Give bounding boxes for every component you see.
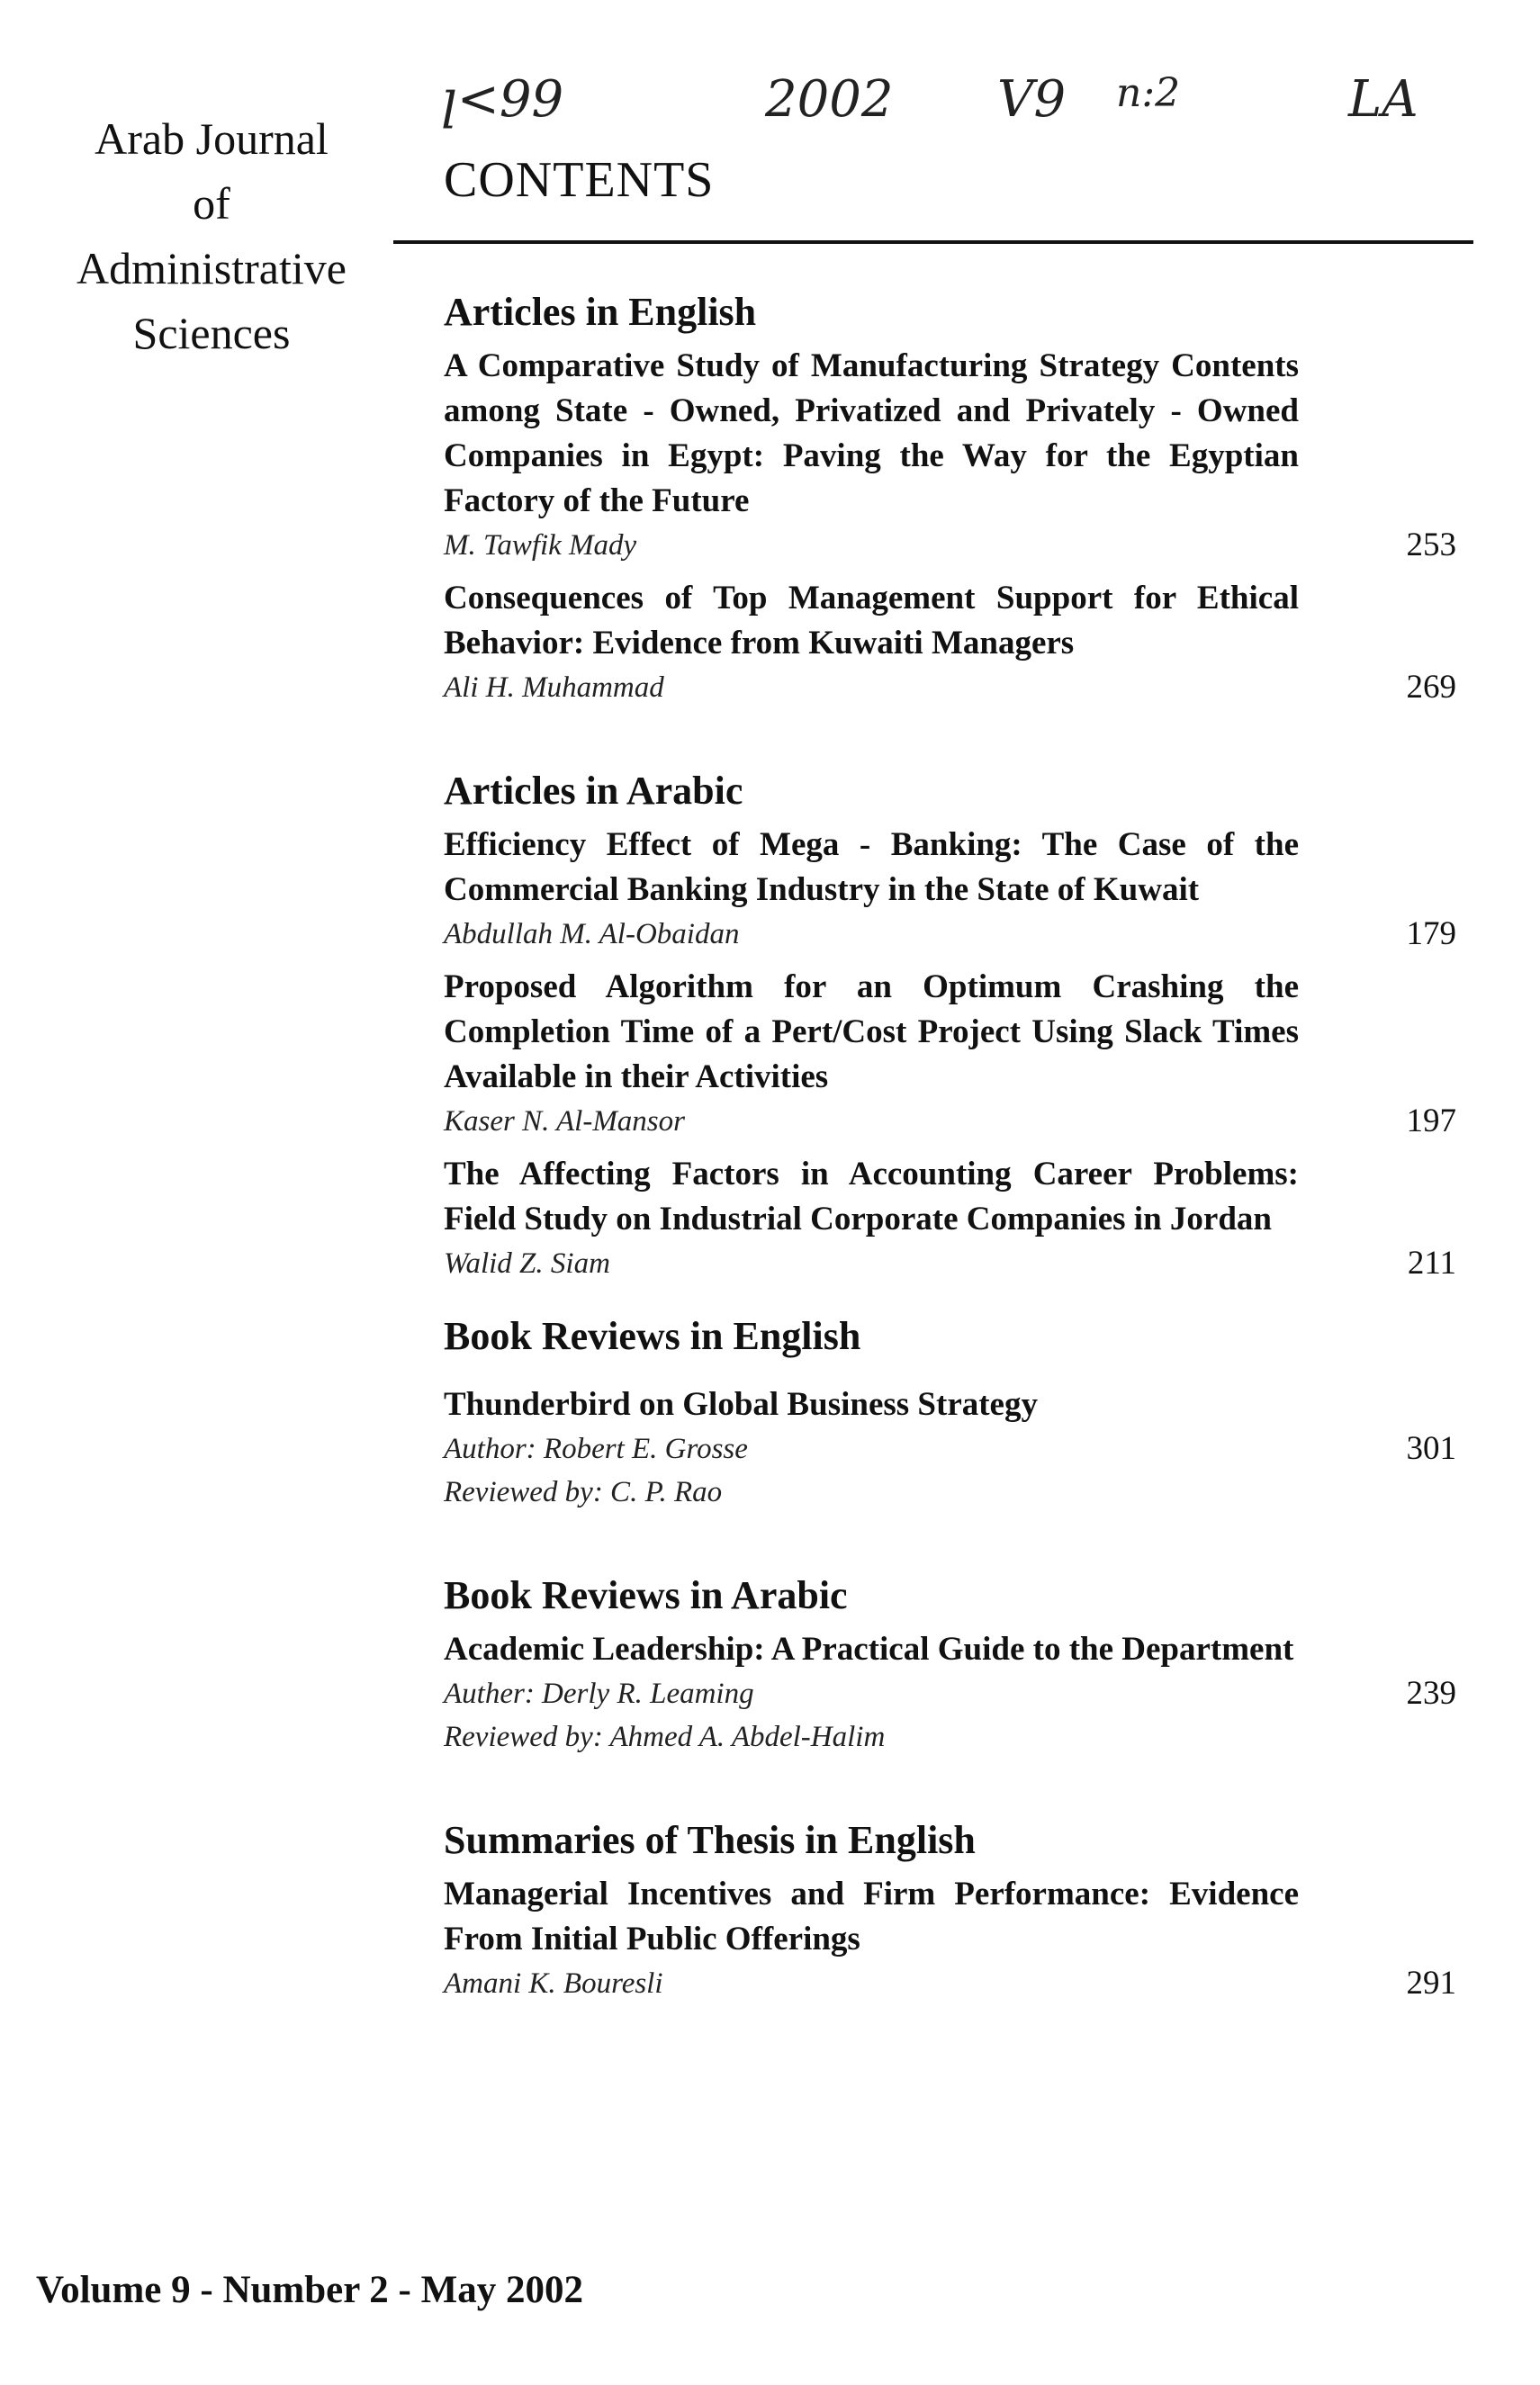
journal-name-line-2: of: [193, 178, 230, 229]
entry-author: Abdullah M. Al-Obaidan: [444, 918, 740, 950]
entry-page-number: 269: [1406, 669, 1456, 706]
toc-entry[interactable]: [444, 1872, 1456, 2005]
section-book-reviews-arabic: [444, 1570, 1456, 1759]
table-of-contents: [444, 286, 1456, 2014]
entry-author: Author: Robert E. Grosse: [444, 1433, 748, 1465]
handwritten-note-volume: V9: [997, 70, 1067, 129]
toc-entry[interactable]: [444, 1627, 1456, 1759]
section-heading: Articles in English: [444, 290, 757, 334]
entry-title: Managerial Incentives and Firm Performance: Evidence From Initial Public Offerings: [444, 1876, 1299, 1958]
toc-entry[interactable]: [444, 1382, 1456, 1514]
entry-page-number: 253: [1406, 526, 1456, 563]
journal-name-line-4: Sciences: [132, 308, 291, 358]
entry-page-number: 291: [1406, 1965, 1456, 2002]
handwritten-note-call-number: ꞁ<99: [441, 70, 564, 129]
contents-title: CONTENTS: [444, 152, 715, 208]
entry-page-number: 301: [1406, 1430, 1456, 1467]
entry-title: Academic Leadership: A Practical Guide to the Department: [444, 1631, 1294, 1668]
entry-title: The Affecting Factors in Accounting Career Problems: Field Study on Industrial Corporate Companies in Jordan: [444, 1156, 1299, 1238]
entry-page-number: 239: [1406, 1675, 1456, 1712]
entry-title: A Comparative Study of Manufacturing Strategy Contents among State - Owned, Privatized and Privately - Owned Companies in Egypt: Paving the Way for the Egyptian Factory of the Future: [444, 347, 1299, 519]
section-heading: Book Reviews in English: [444, 1314, 861, 1358]
entry-title: Thunderbird on Global Business Strategy: [444, 1386, 1038, 1423]
toc-entry[interactable]: [444, 965, 1456, 1143]
entry-author: M. Tawfik Mady: [444, 529, 637, 562]
section-heading: Book Reviews in Arabic: [444, 1573, 848, 1617]
section-articles-arabic: [444, 765, 1456, 1285]
entry-author: Kaser N. Al-Mansor: [444, 1105, 685, 1138]
entry-author: Ali H. Muhammad: [444, 671, 664, 704]
toc-entry[interactable]: [444, 823, 1456, 956]
section-heading: Summaries of Thesis in English: [444, 1818, 976, 1862]
section-heading: Articles in Arabic: [444, 769, 743, 813]
section-book-reviews-english: [444, 1310, 1456, 1514]
entry-author: Auther: Derly R. Leaming: [444, 1678, 754, 1710]
entry-page-number: 211: [1407, 1245, 1456, 1282]
entry-page-number: 179: [1406, 915, 1456, 952]
toc-entry[interactable]: [444, 344, 1456, 567]
section-articles-english: [444, 286, 1456, 709]
handwritten-note-year: 2002: [765, 70, 894, 129]
journal-name-line-3: Administrative: [77, 243, 347, 293]
entry-title: Consequences of Top Management Support for Ethical Behavior: Evidence from Kuwaiti Managers: [444, 580, 1299, 662]
toc-entry[interactable]: [444, 1152, 1456, 1285]
handwritten-note-number: n:2: [1116, 70, 1181, 116]
handwritten-note-code: LA: [1348, 70, 1418, 129]
toc-entry[interactable]: [444, 576, 1456, 709]
entry-author: Walid Z. Siam: [444, 1247, 610, 1280]
entry-page-number: 197: [1406, 1102, 1456, 1139]
entry-reviewer: Reviewed by: C. P. Rao: [444, 1476, 723, 1508]
issue-footer: Volume 9 - Number 2 - May 2002: [36, 2269, 583, 2311]
entry-author: Amani K. Bouresli: [444, 1967, 663, 2000]
journal-name: [36, 106, 387, 365]
entry-title: Proposed Algorithm for an Optimum Crashing the Completion Time of a Pert/Cost Project Using Slack Times Available in their Activities: [444, 968, 1299, 1095]
entry-reviewer: Reviewed by: Ahmed A. Abdel-Halim: [444, 1721, 886, 1753]
journal-name-line-1: Arab Journal: [95, 113, 329, 164]
entry-title: Efficiency Effect of Mega - Banking: The Case of the Commercial Banking Industry in the State of Kuwait: [444, 826, 1299, 908]
section-thesis-summaries-english: [444, 1814, 1456, 2005]
header-divider: [393, 240, 1473, 244]
